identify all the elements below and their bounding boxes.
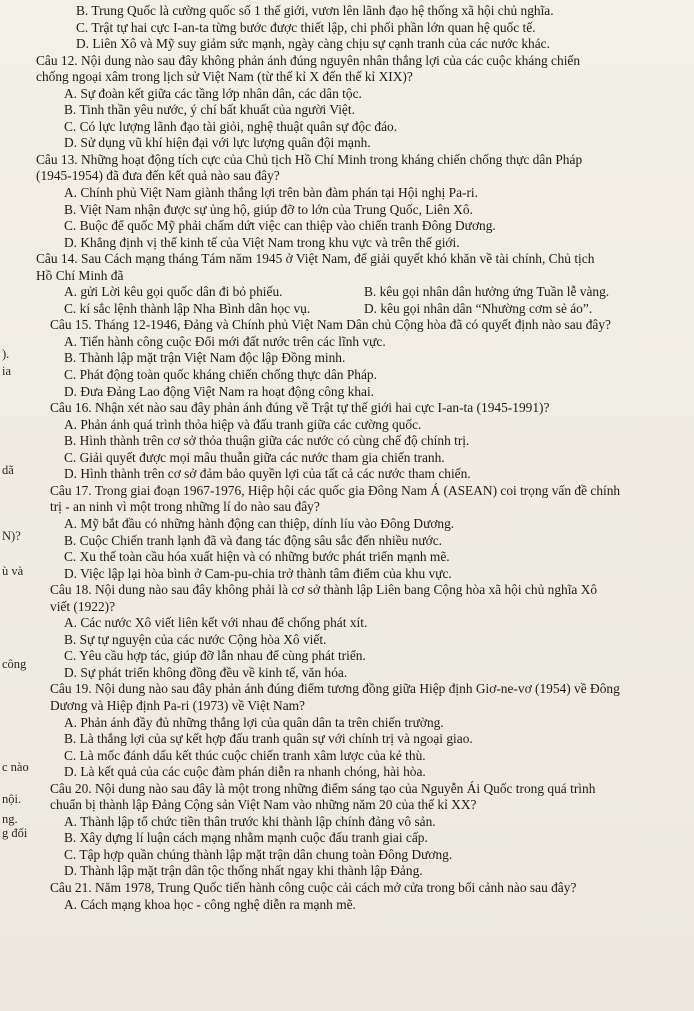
option-line: D. Hình thành trên cơ sở đảm bảo quyền lợi của tất cả các nước tham chiến. [64,466,471,482]
option-line: B. Trung Quốc là cường quốc số 1 thế giới, vươn lên lãnh đạo hệ thống xã hội chủ nghĩa. [76,3,554,18]
option-b: B. kêu gọi nhân dân hưởng ứng Tuần lễ vàng. [364,284,610,300]
margin-note: ng. [2,812,18,826]
option-line: D. Đưa Đảng Lao động Việt Nam ra hoạt động công khai. [64,383,375,399]
option-line: B. Hình thành trên cơ sở thỏa thuận giữa các nước có cùng chế độ chính trị. [64,433,470,449]
question-list [36,3,686,913]
question-line: chuẩn bị thành lập Đảng Cộng sản Việt Nam vào những năm 20 của thế kỉ XX? [50,797,477,813]
option-line: A. Chính phủ Việt Nam giành thắng lợi trên bàn đàm phán tại Hội nghị Pa-ri. [64,185,479,201]
question-line: (1945-1954) đã đưa đến kết quả nào sau đây? [36,168,280,184]
question-18-stem: Câu 18. Nội dung nào sau đây không phải là cơ sở thành lập Liên bang Cộng hòa xã hội chủ nghĩa Xô [50,582,598,598]
question-16-stem: Câu 16. Nhận xét nào sau đây phản ánh đúng về Trật tự thế giới hai cực I-an-ta (1945-1991)? [50,400,550,416]
option-line: D. Việc lập lại hòa bình ở Cam-pu-chia trở thành tâm điểm của khu vực. [64,565,452,581]
option-line: B. Xây dựng lí luận cách mạng nhằm mạnh cuộc đấu tranh giai cấp. [64,830,428,846]
option-row [36,301,686,318]
option-line: C. Tập hợp quần chúng thành lập mặt trận dân chung toàn Đông Dương. [64,846,453,862]
margin-note: N)? [2,529,21,543]
margin-note: c nào [2,760,29,774]
margin-note: ia [2,364,12,378]
option-line: D. Sự phát triển không đồng đều về kinh tế, văn hóa. [64,664,348,680]
question-line: chống ngoại xâm trong lịch sử Việt Nam (từ thế kỉ X đến thế kỉ XIX)? [36,69,413,85]
option-line: A. Thành lập tổ chức tiền thân trước khi thành lập chính đảng vô sản. [64,813,436,829]
question-line: Dương và Hiệp định Pa-ri (1973) về Việt Nam? [50,697,306,713]
option-line: B. Sự tự nguyện của các nước Cộng hòa Xô viết. [64,631,327,647]
option-line: C. Là mốc đánh dấu kết thúc cuộc chiến tranh xâm lược của kẻ thù. [64,747,426,763]
option-line: D. Khẳng định vị thế kinh tế của Việt Nam trong khu vực và trên thế giới. [64,234,460,250]
option-line: A. Các nước Xô viết liên kết với nhau để chống phát xít. [64,615,368,631]
question-line: trị - an ninh vì một trong những lí do nào sau đây? [50,499,320,515]
option-line: D. Thành lập mặt trận dân tộc thống nhất ngay khi thành lập Đảng. [64,863,423,879]
question-17-stem: Câu 17. Trong giai đoạn 1967-1976, Hiệp hội các quốc gia Đông Nam Á (ASEAN) coi trọng vấn đề chính [50,482,621,498]
option-line: A. Phản ánh quá trình thỏa hiệp và đấu tranh giữa các cường quốc. [64,416,422,432]
option-line: C. Yêu cầu hợp tác, giúp đỡ lẫn nhau để cùng phát triển. [64,648,366,664]
question-line: Hồ Chí Minh đã [36,267,124,283]
option-a: A. gửi Lời kêu gọi quốc dân đi bỏ phiếu. [64,284,283,300]
option-line: A. Mỹ bắt đầu có những hành động can thiệp, dính líu vào Đông Dương. [64,515,455,531]
option-line: C. Phát động toàn quốc kháng chiến chống thực dân Pháp. [64,367,377,383]
option-line: A. Cách mạng khoa học - công nghệ diễn ra mạnh mẽ. [64,896,356,912]
margin-note: ). [2,347,10,361]
question-13-stem: Câu 13. Những hoạt động tích cực của Chủ tịch Hồ Chí Minh trong kháng chiến chống thực dân Pháp [36,151,583,167]
option-line: B. Là thắng lợi của sự kết hợp đấu tranh quân sự với chính trị và ngoại giao. [64,731,473,747]
option-line: A. Tiến hành công cuộc Đổi mới đất nước trên các lĩnh vực. [64,333,386,349]
question-21-stem: Câu 21. Năm 1978, Trung Quốc tiến hành công cuộc cải cách mở cửa trong bối cảnh nào sau đây? [50,879,577,895]
option-line: D. Sử dụng vũ khí hiện đại với lực lượng quân đội mạnh. [64,135,371,151]
margin-note: nội. [2,792,22,806]
option-line: B. Tinh thần yêu nước, ý chí bất khuất của người Việt. [64,102,355,118]
left-margin-notes [0,0,40,1011]
question-14-stem: Câu 14. Sau Cách mạng tháng Tám năm 1945 ở Việt Nam, để giải quyết khó khăn về tài chính, Chủ tịch [36,251,595,267]
option-line: B. Việt Nam nhận được sự ủng hộ, giúp đỡ to lớn của Trung Quốc, Liên Xô. [64,201,473,217]
margin-note: dã [2,463,14,477]
option-line: B. Thành lập mặt trận Việt Nam độc lập Đồng minh. [64,350,346,366]
question-12-stem: Câu 12. Nội dung nào sau đây không phản ánh đúng nguyên nhân thắng lợi của các cuộc kháng chiến [36,52,581,68]
option-d: D. kêu gọi nhân dân “Nhường cơm sẻ áo”. [364,300,593,316]
question-15-stem: Câu 15. Tháng 12-1946, Đảng và Chính phủ Việt Nam Dân chủ Cộng hòa đã có quyết định nào sau đây? [50,317,611,333]
margin-note: ù và [2,564,24,578]
option-c: C. kí sắc lệnh thành lập Nha Bình dân học vụ. [64,300,311,316]
question-line: viết (1922)? [50,598,116,614]
option-line: C. Giải quyết được mọi mâu thuẫn giữa các nước tham gia chiến tranh. [64,449,445,465]
option-line: A. Phản ánh đầy đủ những thắng lợi của quân dân ta trên chiến trường. [64,714,444,730]
option-line: D. Là kết quả của các cuộc đàm phán diễn ra nhanh chóng, hài hòa. [64,764,426,780]
margin-note: g đối [2,826,28,840]
option-line: D. Liên Xô và Mỹ suy giảm sức mạnh, ngày càng chịu sự cạnh tranh của các nước khác. [76,36,550,52]
option-line: A. Sự đoàn kết giữa các tầng lớp nhân dân, các dân tộc. [64,85,362,101]
option-line: C. Trật tự hai cực I-an-ta từng bước được thiết lập, chi phối phần lớn quan hệ quốc tế. [76,19,536,35]
margin-note: công [2,657,27,671]
question-20-stem: Câu 20. Nội dung nào sau đây là một trong những điểm sáng tạo của Nguyễn Ái Quốc trong quá trình [50,780,596,796]
option-line: C. Có lực lượng lãnh đạo tài giỏi, nghệ thuật quân sự độc đáo. [64,118,398,134]
option-line: C. Buộc để quốc Mỹ phải chấm dứt việc can thiệp vào chiến tranh Đông Dương. [64,218,496,234]
option-line: B. Cuộc Chiến tranh lạnh đã và đang tác động sâu sắc đến nhiều nước. [64,532,443,548]
question-19-stem: Câu 19. Nội dung nào sau đây phản ánh đúng điểm tương đồng giữa Hiệp định Giơ-ne-vơ (1954) về Đông [50,681,620,697]
option-row [36,284,686,301]
option-line: C. Xu thế toàn cầu hóa xuất hiện và có những bước phát triển mạnh mẽ. [64,549,450,565]
